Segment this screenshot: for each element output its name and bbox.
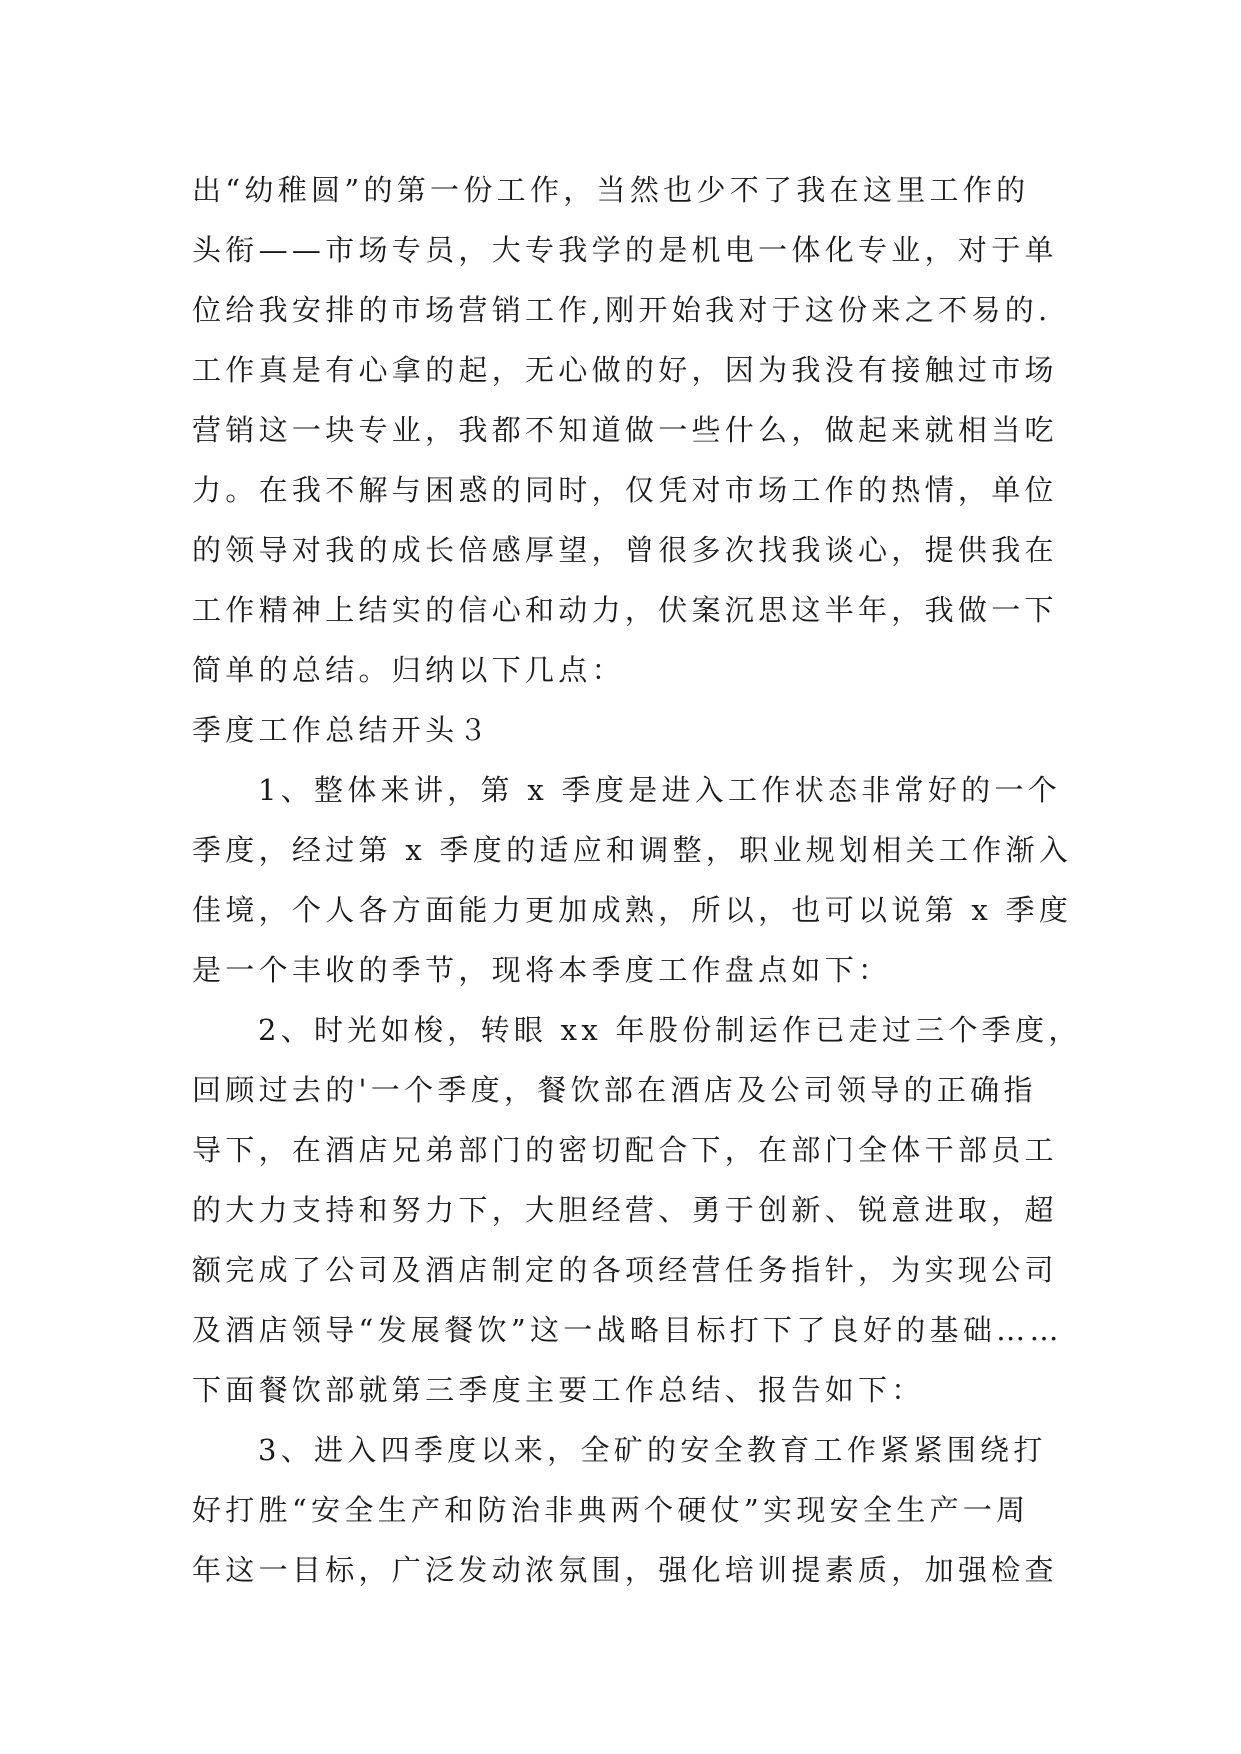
text-line: 的大力支持和努力下，大胆经营、勇于创新、锐意进取，超 — [192, 1193, 1058, 1227]
paragraph-first-line: 1、整体来讲，第 x 季度是进入工作状态非常好的一个 — [258, 773, 1062, 807]
text-line: 工作真是有心拿的起，无心做的好，因为我没有接触过市场 — [192, 353, 1058, 387]
paragraph-first-line: 2、时光如梭，转眼 xx 年股份制运作已走过三个季度， — [258, 1013, 1082, 1047]
text-line: 头衔——市场专员，大专我学的是机电一体化专业，对于单 — [192, 233, 1058, 267]
document-body — [192, 160, 1082, 1600]
text-line: 年这一目标，广泛发动浓氛围，强化培训提素质，加强检查 — [192, 1553, 1058, 1587]
text-line: 额完成了公司及酒店制定的各项经营任务指针，为实现公司 — [192, 1253, 1058, 1287]
text-line: 位给我安排的市场营销工作,刚开始我对于这份来之不易的. — [192, 293, 1052, 327]
text-line: 回顾过去的'一个季度，餐饮部在酒店及公司领导的正确指 — [192, 1073, 1037, 1107]
text-line: 佳境，个人各方面能力更加成熟，所以，也可以说第 x 季度 — [192, 893, 1073, 927]
text-line: 及酒店领导“发展餐饮”这一战略目标打下了良好的基础…… — [192, 1313, 1063, 1347]
text-line: 好打胜“安全生产和防治非典两个硬仗”实现安全生产一周 — [192, 1493, 1030, 1527]
text-line: 出“幼稚圆”的第一份工作，当然也少不了我在这里工作的 — [192, 173, 1030, 207]
text-line: 季度，经过第 x 季度的适应和调整，职业规划相关工作渐入 — [192, 833, 1073, 867]
text-line: 工作精神上结实的信心和动力，伏案沉思这半年，我做一下 — [192, 593, 1058, 627]
paragraph-first-line: 3、进入四季度以来，全矿的安全教育工作紧紧围绕打 — [258, 1433, 1047, 1467]
text-line: 的领导对我的成长倍感厚望，曾很多次找我谈心，提供我在 — [192, 533, 1058, 567]
text-line: 下面餐饮部就第三季度主要工作总结、报告如下： — [192, 1373, 925, 1407]
text-line: 导下，在酒店兄弟部门的密切配合下，在部门全体干部员工 — [192, 1133, 1058, 1167]
text-line: 是一个丰收的季节，现将本季度工作盘点如下： — [192, 953, 892, 987]
section-heading: 季度工作总结开头３ — [192, 713, 492, 747]
text-line: 简单的总结。归纳以下几点： — [192, 653, 625, 687]
text-line: 力。在我不解与困惑的同时，仅凭对市场工作的热情，单位 — [192, 473, 1058, 507]
text-line: 营销这一块专业，我都不知道做一些什么，做起来就相当吃 — [192, 413, 1058, 447]
